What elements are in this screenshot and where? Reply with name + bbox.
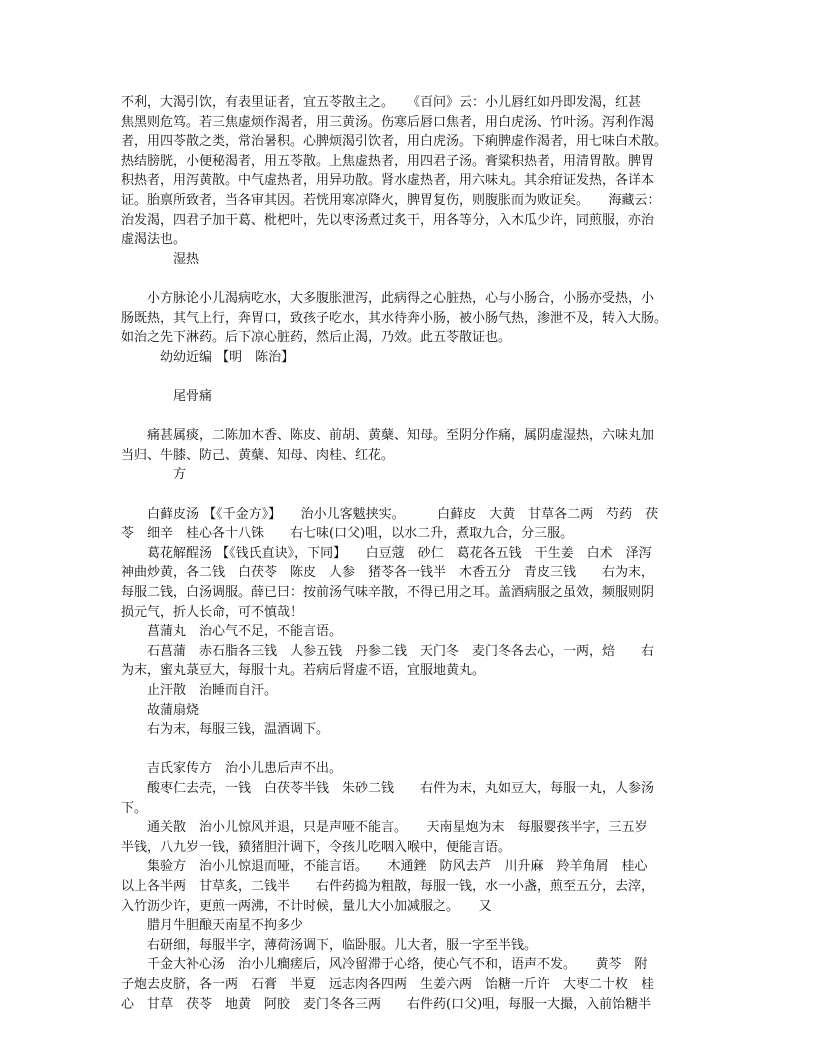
text-line: 肠既热，其气上行，奔胃口，致孩子吃水，其水待奔小肠，被小肠气热，渗泄不及，转入大肠。 (121, 310, 668, 326)
text-line (121, 367, 701, 386)
text-line (121, 740, 701, 759)
text-line: 葛花解酲汤 【《钱氏直诀》，下同】 白豆蔻 砂仁 葛花各五钱 干生姜 白术 泽泻 (121, 545, 652, 561)
text-line: 每服二钱，白汤调服。薛已曰：按前汤气味辛散，不得已用之耳。盖酒病服之虽效，频服则阴 (121, 585, 655, 600)
text-line: 集验方 治小儿惊退而哑，不能言语。 木通銼 防风去芦 川升麻 羚羊角屑 桂心 (121, 859, 648, 875)
text-line: 苓 细辛 桂心各十八铢 右七味(口父)咀，以水二升，煮取九合，分三服。 (121, 526, 574, 542)
text-line: 尾骨痛 (121, 389, 213, 404)
text-line: 如治之先下淋药。后下凉心脏药，然后止渴，乃效。此五苓散证也。 (121, 330, 512, 346)
text-line: 治发渴，四君子加干葛、枇杷叶，先以枣汤煮过炙干，用各等分，入木瓜少许，同煎服，亦治 (121, 212, 655, 228)
text-line: 方 (121, 467, 187, 483)
text-line: 痛甚属痰，二陈加木香、陈皮、前胡、黄蘖、知母。至阴分作痛，属阴虚湿热，六味丸加 (121, 428, 655, 444)
text-line: 幼幼近编 【明 陈治】 (121, 349, 295, 365)
text-line: 小方脉论小儿渴病吃水，大多腹胀泄泻，此病得之心脏热，心与小肠合，小肠亦受热，小 (121, 291, 655, 306)
text-line: 通关散 治小儿惊风并退，只是声哑不能言。 天南星炮为末 每服婴孩半字，三五岁 (121, 820, 648, 836)
text-line: 吉氏家传方 治小儿患后声不出。 (121, 761, 343, 777)
text-line: 止汗散 治睡而自汗。 (121, 683, 278, 698)
text-line: 以上各半两 甘草炙，二钱半 右件药捣为粗散，每服一钱，水一小盏，煎至五分，去滓， (121, 879, 655, 894)
text-line: 子炮去皮脐，各一两 石膏 半夏 远志肉各四两 生姜六两 饴糖一斤许 大枣二十枚 桂 (121, 977, 655, 992)
text-line: 不利，大渴引饮，有表里证者，宜五苓散主之。 《百问》云：小儿唇红如丹即发渴，红甚 (121, 95, 642, 110)
text-line: 积热者，用泻黄散。中气虚热者，用异功散。肾水虚热者，用六味丸。其余疳证发热，各详本 (121, 173, 655, 189)
text-line: 证。胎禀所致者，当各审其因。若恍用寒凉降火，脾胃复伤，则腹胀而为败证矣。 海藏云： (121, 193, 661, 208)
text-line (121, 407, 701, 426)
text-line: 焦黑则危笃。若三焦虚烦作渴者，用三黄汤。伤寒后唇口焦者，用白虎汤、竹叶汤。泻利作渴 (121, 114, 655, 130)
text-line: 故蒲扇烧 (121, 702, 200, 718)
text-line: 湿热 (121, 251, 200, 267)
text-line: 菖蒲丸 治心气不足，不能言语。 (121, 624, 343, 640)
text-line: 腊月牛胆酿天南星不拘多少 (121, 918, 304, 934)
text-line: 石菖蒲 赤石脂各三钱 人参五钱 丹参二钱 天门冬 麦门冬各去心，一两，焙 右 (121, 643, 655, 659)
text-line: 白藓皮汤 【《千金方》】 治小儿客魃挟实。 白藓皮 大黄 甘草各二两 芍药 茯 (121, 506, 659, 522)
text-line: 虚渴法也。 (121, 232, 187, 248)
text-line: 右研细，每服半字，薄荷汤调下，临卧服。儿大者，服一字至半钱。 (121, 937, 538, 953)
text-line (121, 269, 701, 288)
text-line: 当归、牛膝、防己、黄蘖、知母、肉桂、红花。 (121, 447, 395, 463)
text-line: 神曲炒黄，各二钱 白茯苓 陈皮 人参 猪苓各一钱半 木香五分 青皮三钱 右为末， (121, 565, 655, 581)
text-line: 入竹沥少许，更煎一两沸，不计时候，量儿大小加减服之。 又 (121, 898, 492, 914)
text-line: 损元气，折人长命，可不慎哉！ (121, 604, 304, 620)
text-line: 千金大补心汤 治小儿癎瘥后，风冷留滞于心络，使心气不和，语声不发。 黄芩 附 (121, 957, 648, 973)
text-line (121, 485, 701, 504)
text-line: 者，用四苓散之类，常治暑积。心脾烦渴引饮者，用白虎汤。下痢脾虚作渴者，用七味白术散。 (121, 134, 668, 150)
text-line: 下。 (121, 800, 148, 816)
text-line: 为末，蜜丸菉豆大，每服十丸。若病后肾虚不语，宜服地黄丸。 (121, 663, 486, 679)
text-line: 酸枣仁去壳，一钱 白茯苓半钱 朱砂二钱 右件为末，丸如豆大，每服一丸，人参汤 (121, 781, 655, 796)
text-line: 热结膀胱，小便秘渴者，用五苓散。上焦虚热者，用四君子汤。膏粱积热者，用清胃散。脾胃 (121, 153, 655, 169)
text-line: 心 甘草 茯苓 地黄 阿胶 麦门冬各三两 右件药(口父)咀，每服一大撮，入前饴糖半 (121, 996, 652, 1012)
text-line: 右为末，每服三钱，温酒调下。 (121, 722, 330, 738)
text-line: 半钱，八九岁一钱，豮猪胆汁调下，令孩儿吃咽入喉中，便能言语。 (121, 839, 512, 855)
